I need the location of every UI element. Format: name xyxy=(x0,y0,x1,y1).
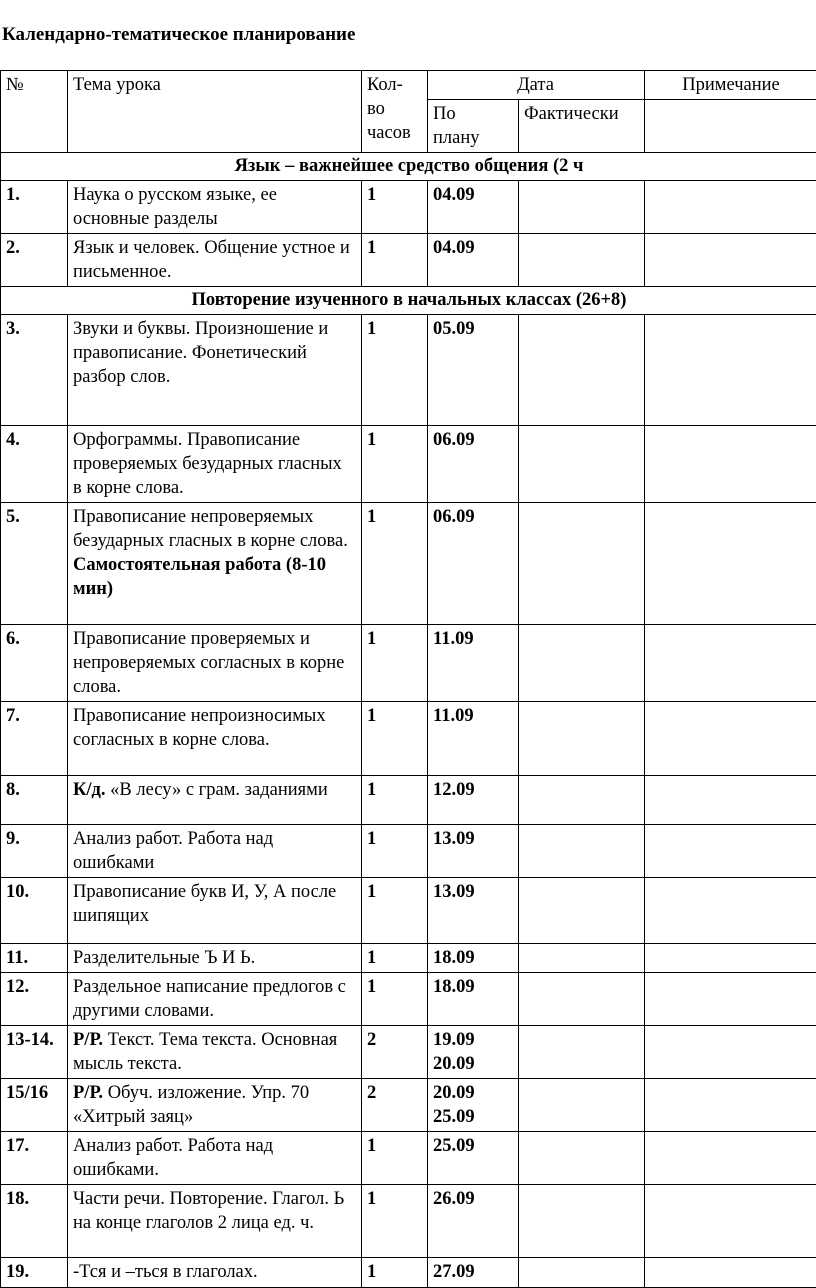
planned-date xyxy=(428,426,519,503)
planned-date xyxy=(428,702,519,776)
lesson-topic xyxy=(68,426,362,503)
topic-segment: Разделительные Ъ И Ь. xyxy=(73,948,255,968)
planned-date-value: 11.09 xyxy=(433,627,512,651)
header-actual: Фактически xyxy=(519,100,645,153)
lesson-topic xyxy=(68,503,362,625)
section-row xyxy=(1,153,816,181)
lesson-topic xyxy=(68,878,362,944)
lesson-topic xyxy=(68,625,362,702)
topic-segment: -Тся и –ться в глаголах. xyxy=(73,1262,258,1282)
lesson-topic xyxy=(68,1185,362,1258)
header-note-empty xyxy=(645,100,816,153)
note xyxy=(645,1026,816,1079)
lesson-hours: 1 xyxy=(362,702,428,776)
lesson-hours: 1 xyxy=(362,1258,428,1288)
planned-date xyxy=(428,1026,519,1079)
planned-date-value: 25.09 xyxy=(433,1105,512,1129)
planned-date xyxy=(428,1258,519,1288)
lesson-number: 8. xyxy=(1,776,68,825)
header-date: Дата xyxy=(428,71,645,100)
lesson-number: 10. xyxy=(1,878,68,944)
note xyxy=(645,973,816,1026)
topic-segment: Раздельное написание предлогов с другими словами. xyxy=(73,977,346,1021)
planned-date-value: 13.09 xyxy=(433,880,512,904)
planned-date xyxy=(428,234,519,287)
lesson-row xyxy=(1,825,816,878)
lesson-topic xyxy=(68,234,362,287)
actual-date xyxy=(519,625,645,702)
planned-date-value: 19.09 xyxy=(433,1028,512,1052)
header-planned: По плану xyxy=(428,100,519,153)
lesson-number: 4. xyxy=(1,426,68,503)
lesson-hours: 1 xyxy=(362,878,428,944)
planned-date xyxy=(428,973,519,1026)
note xyxy=(645,944,816,973)
lesson-row xyxy=(1,503,816,625)
lesson-number: 19. xyxy=(1,1258,68,1288)
lesson-topic xyxy=(68,973,362,1026)
planned-date xyxy=(428,1132,519,1185)
lesson-number: 9. xyxy=(1,825,68,878)
lesson-number: 15/16 xyxy=(1,1079,68,1132)
lesson-hours: 1 xyxy=(362,625,428,702)
actual-date xyxy=(519,1026,645,1079)
planned-date xyxy=(428,1185,519,1258)
lesson-number: 2. xyxy=(1,234,68,287)
actual-date xyxy=(519,702,645,776)
topic-segment: Звуки и буквы. Произношение и правописание. Фонетический разбор слов. xyxy=(73,319,328,387)
planned-date-value: 06.09 xyxy=(433,428,512,452)
note xyxy=(645,234,816,287)
note xyxy=(645,426,816,503)
planned-date-value: 26.09 xyxy=(433,1187,512,1211)
lesson-row xyxy=(1,702,816,776)
lesson-number: 17. xyxy=(1,1132,68,1185)
header-topic: Тема урока xyxy=(68,71,362,153)
actual-date xyxy=(519,825,645,878)
lesson-row xyxy=(1,181,816,234)
lesson-topic xyxy=(68,944,362,973)
lesson-row xyxy=(1,1079,816,1132)
lesson-row xyxy=(1,1258,816,1288)
lesson-hours: 1 xyxy=(362,776,428,825)
lesson-number: 3. xyxy=(1,315,68,426)
lesson-hours: 1 xyxy=(362,234,428,287)
lesson-hours: 1 xyxy=(362,1185,428,1258)
planned-date xyxy=(428,1079,519,1132)
note xyxy=(645,315,816,426)
planned-date-value: 11.09 xyxy=(433,704,512,728)
planned-date-value: 18.09 xyxy=(433,946,512,970)
lesson-number: 18. xyxy=(1,1185,68,1258)
note xyxy=(645,503,816,625)
planned-date xyxy=(428,503,519,625)
actual-date xyxy=(519,315,645,426)
header-num: № xyxy=(1,71,68,153)
lesson-topic xyxy=(68,1079,362,1132)
header-hours: Кол- во часов xyxy=(362,71,428,153)
planned-date-value: 27.09 xyxy=(433,1260,512,1284)
lesson-number: 11. xyxy=(1,944,68,973)
header-row xyxy=(1,71,816,100)
note xyxy=(645,776,816,825)
topic-segment: Орфограммы. Правописание проверяемых безударных гласных в корне слова. xyxy=(73,430,342,498)
planned-date-value: 25.09 xyxy=(433,1134,512,1158)
planned-date xyxy=(428,181,519,234)
lesson-row xyxy=(1,625,816,702)
lesson-row xyxy=(1,426,816,503)
lesson-topic xyxy=(68,181,362,234)
actual-date xyxy=(519,944,645,973)
planned-date-value: 12.09 xyxy=(433,778,512,802)
planned-date-value: 05.09 xyxy=(433,317,512,341)
lesson-topic xyxy=(68,776,362,825)
lesson-row xyxy=(1,944,816,973)
lesson-row xyxy=(1,1185,816,1258)
note xyxy=(645,625,816,702)
lesson-topic xyxy=(68,1132,362,1185)
lesson-hours: 1 xyxy=(362,944,428,973)
topic-segment: Правописание букв И, У, А после шипящих xyxy=(73,882,336,926)
lesson-topic xyxy=(68,1258,362,1288)
note xyxy=(645,1185,816,1258)
lesson-number: 7. xyxy=(1,702,68,776)
planned-date xyxy=(428,944,519,973)
lesson-number: 13-14. xyxy=(1,1026,68,1079)
planned-date xyxy=(428,878,519,944)
page-title: Календарно-тематическое планирование xyxy=(2,24,355,47)
note xyxy=(645,878,816,944)
topic-segment: Язык и человек. Общение устное и письменное. xyxy=(73,238,350,282)
actual-date xyxy=(519,1132,645,1185)
section-row xyxy=(1,287,816,315)
topic-segment: Правописание непроверяемых безударных гласных в корне слова. xyxy=(73,507,348,551)
lesson-hours: 1 xyxy=(362,973,428,1026)
lesson-hours: 1 xyxy=(362,503,428,625)
topic-segment: Правописание проверяемых и непроверяемых согласных в корне слова. xyxy=(73,629,344,697)
lesson-row xyxy=(1,315,816,426)
note xyxy=(645,181,816,234)
note xyxy=(645,1132,816,1185)
lesson-row xyxy=(1,1026,816,1079)
topic-segment: Правописание непроизносимых согласных в корне слова. xyxy=(73,706,326,750)
note xyxy=(645,702,816,776)
lesson-topic xyxy=(68,825,362,878)
lesson-topic xyxy=(68,1026,362,1079)
lesson-topic xyxy=(68,702,362,776)
lesson-number: 5. xyxy=(1,503,68,625)
actual-date xyxy=(519,1185,645,1258)
lesson-hours: 1 xyxy=(362,825,428,878)
planned-date-value: 04.09 xyxy=(433,236,512,260)
topic-segment: «В лесу» с грам. заданиями xyxy=(106,780,328,800)
actual-date xyxy=(519,234,645,287)
lesson-topic xyxy=(68,315,362,426)
topic-segment: Текст. Тема текста. Основная мысль текста. xyxy=(73,1030,337,1074)
lesson-row xyxy=(1,234,816,287)
actual-date xyxy=(519,776,645,825)
lesson-plan-table xyxy=(0,70,816,1288)
actual-date xyxy=(519,1258,645,1288)
planned-date-value: 18.09 xyxy=(433,975,512,999)
note xyxy=(645,1079,816,1132)
planned-date-value: 20.09 xyxy=(433,1081,512,1105)
planned-date-value: 20.09 xyxy=(433,1052,512,1076)
lesson-number: 1. xyxy=(1,181,68,234)
topic-segment: Обуч. изложение. Упр. 70 «Хитрый заяц» xyxy=(73,1083,309,1127)
lesson-hours: 1 xyxy=(362,426,428,503)
planned-date-value: 06.09 xyxy=(433,505,512,529)
note xyxy=(645,825,816,878)
planned-date xyxy=(428,776,519,825)
planned-date xyxy=(428,315,519,426)
planned-date xyxy=(428,825,519,878)
section-title: Язык – важнейшее средство общения (2 ч xyxy=(1,153,816,181)
topic-segment: Наука о русском языке, ее основные разделы xyxy=(73,185,277,229)
topic-segment: Части речи. Повторение. Глагол. Ь на конце глаголов 2 лица ед. ч. xyxy=(73,1189,344,1233)
planned-date xyxy=(428,625,519,702)
lesson-number: 12. xyxy=(1,973,68,1026)
topic-bold-segment: Самостоятельная работа (8-10 мин) xyxy=(73,553,355,601)
lesson-hours: 1 xyxy=(362,315,428,426)
planned-date-value: 13.09 xyxy=(433,827,512,851)
topic-bold-segment: Р/Р. xyxy=(73,1030,103,1050)
lesson-row xyxy=(1,878,816,944)
lesson-number: 6. xyxy=(1,625,68,702)
actual-date xyxy=(519,878,645,944)
lesson-hours: 1 xyxy=(362,1132,428,1185)
lesson-row xyxy=(1,973,816,1026)
actual-date xyxy=(519,181,645,234)
lesson-hours: 2 xyxy=(362,1079,428,1132)
lesson-hours: 2 xyxy=(362,1026,428,1079)
lesson-hours: 1 xyxy=(362,181,428,234)
actual-date xyxy=(519,1079,645,1132)
lesson-row xyxy=(1,776,816,825)
topic-segment: Анализ работ. Работа над ошибками xyxy=(73,829,273,873)
planned-date-value: 04.09 xyxy=(433,183,512,207)
topic-segment: Анализ работ. Работа над ошибками. xyxy=(73,1136,273,1180)
topic-bold-segment: Р/Р. xyxy=(73,1083,103,1103)
header-note: Примечание xyxy=(645,71,816,100)
actual-date xyxy=(519,503,645,625)
topic-bold-segment: К/д. xyxy=(73,780,106,800)
actual-date xyxy=(519,426,645,503)
actual-date xyxy=(519,973,645,1026)
lesson-row xyxy=(1,1132,816,1185)
section-title: Повторение изученного в начальных классах (26+8) xyxy=(1,287,816,315)
note xyxy=(645,1258,816,1288)
